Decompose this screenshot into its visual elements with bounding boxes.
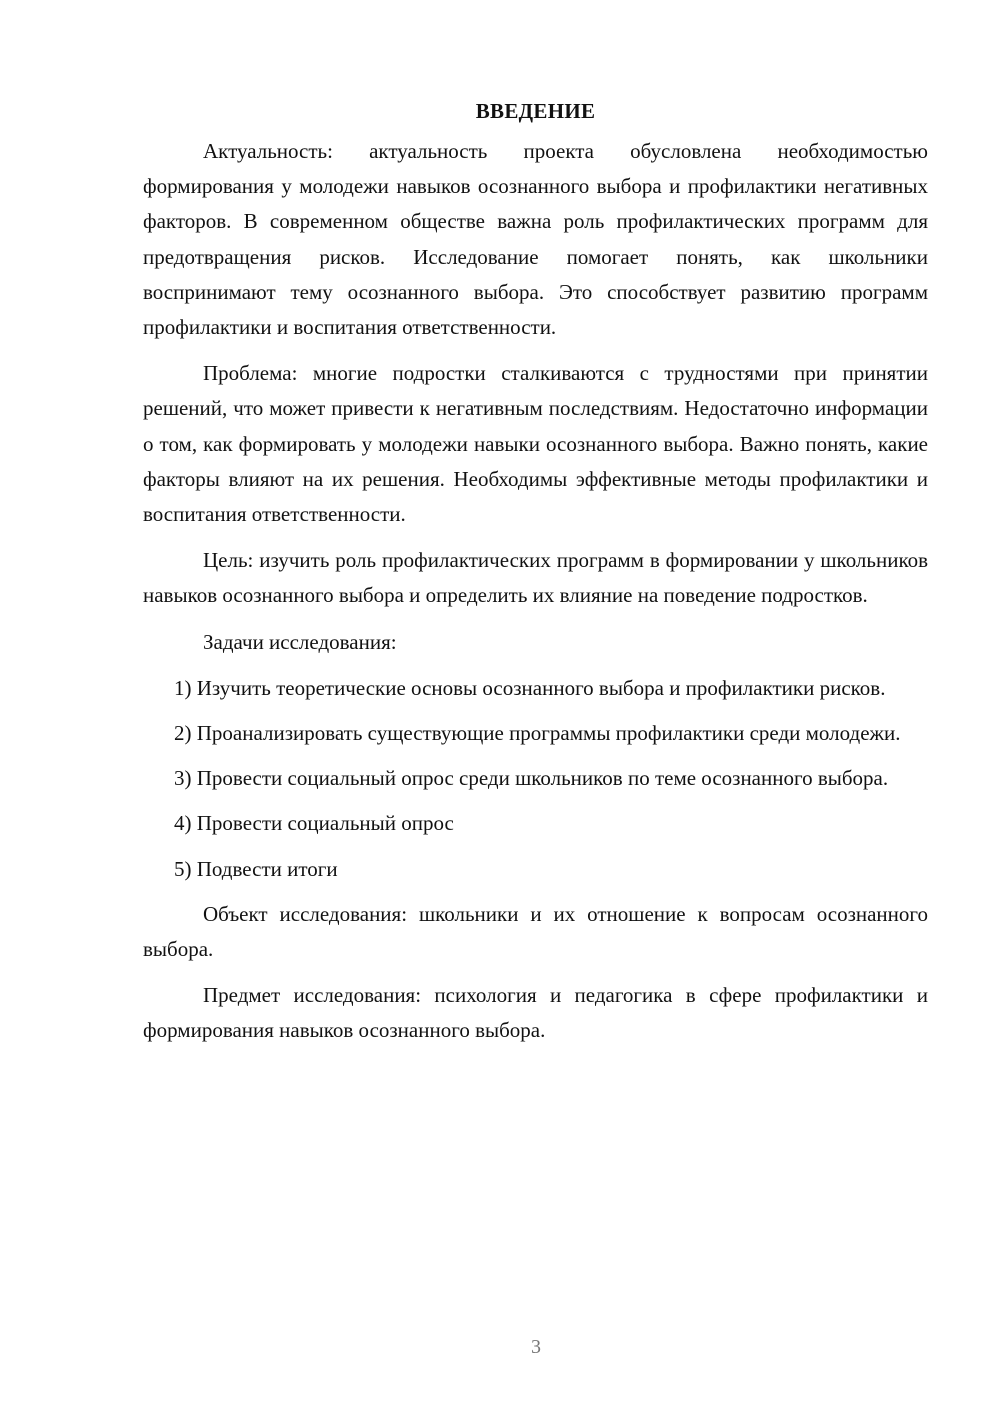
- task-item: 1) Изучить теоретические основы осознанного выбора и профилактики рисков.: [174, 675, 886, 700]
- task-item: 4) Провести социальный опрос: [174, 811, 454, 836]
- page-title: ВВЕДЕНИЕ: [475, 99, 596, 123]
- task-item: 5) Подвести итоги: [174, 856, 338, 881]
- object-paragraph: Объект исследования: школьники и их отношение к вопросам осознанного выбора.: [143, 901, 928, 962]
- tasks-heading: Задачи исследования:: [203, 629, 397, 654]
- task-item: 2) Проанализировать существующие программы профилактики среди молодежи.: [174, 721, 901, 746]
- task-item: 3) Провести социальный опрос среди школьников по теме осознанного выбора.: [174, 766, 889, 791]
- goal-paragraph: Цель: изучить роль профилактических программ в формировании у школьников навыков осознанного выбора и определить их влияние на поведение подростков.: [143, 548, 928, 608]
- document-body: [143, 94, 928, 1060]
- page-number: 3: [531, 1336, 541, 1358]
- subject-paragraph: Предмет исследования: психология и педагогика в сфере профилактики и формирования навыков осознанного выбора.: [143, 983, 928, 1043]
- relevance-paragraph: Актуальность: актуальность проекта обусловлена необходимостью формирования у молодежи навыков осознанного выбора и профилактики негативных факторов. В современном обществе важна роль профилактических программ для предотвращения рисков. Исследование помогает понять, как школьники воспринимают тему осознанного выбора. Это способствует развитию программ профилактики и воспитания ответственности.: [143, 139, 928, 340]
- problem-paragraph: Проблема: многие подростки сталкиваются с трудностями при принятии решений, что может привести к негативным последствиям. Недостаточно информации о том, как формировать у молодежи навыки осознанного выбора. Важно понять, какие факторы влияют на их решения. Необходимы эффективные методы профилактики и воспитания ответственности.: [143, 361, 928, 527]
